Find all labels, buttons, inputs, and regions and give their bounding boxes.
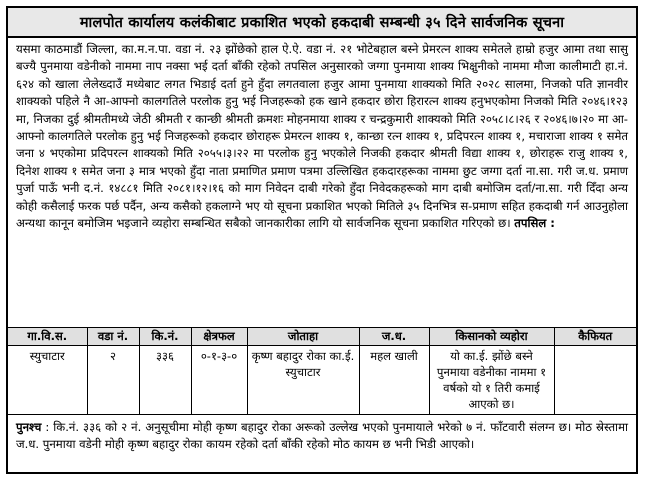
- header-kitta: कि.नं.: [139, 328, 191, 346]
- cell-remarks: [554, 346, 636, 415]
- footnote: [8, 415, 636, 453]
- cell-jotaha: कृष्ण बहादुर रोका का.ई. स्युचाटार: [247, 346, 359, 415]
- notice-body: [8, 38, 636, 327]
- notice-title: मालपोत कार्यालय कलंकीबाट प्रकाशित भएको हकदाबी सम्बन्धी ३५ दिने सार्वजनिक सूचना: [8, 8, 636, 38]
- tapsil-label: तपसिल :: [514, 216, 555, 231]
- cell-jadha: महल खाली: [359, 346, 429, 415]
- notice-body-text: यसमा काठमाडौं जिल्ला, का.म.न.पा. वडा नं. २३ झोंछेको हाल ऐ.ऐ. वडा नं. २१ भोटेबहाल बस्ने प्रेमरत्न शाक्य समेतले हाम्रो हजुर आमा तथा सासु बज्यै पुनमाया वडेनीको नाममा नाप नक्सा भई दर्ता बाँकी रहेको तपसिल अनुसारको जग्गा पुनमाया शाक्य भिक्षुनीको नाममा मौजा कालीमाटी हा.नं. ६२४ को खाला लेलेख्दाउँ मध्येबाट लगत भिडाई दर्ता हुने हुँदा लगतवाला हजुर आमा पुनमाया शाक्यको मिति २०२८ सालमा, निजको पति ज्ञानवीर शाक्यको पहिले नै आ-आफ्नो कालगतिले परलोक हुनु भई निजहरूको हक खाने हकदार छोरा हिरारत्न शाक्य हनुभएकोमा निजको मिति २०४६।१२३ मा, निजका दुई श्रीमतीमध्ये जेठी श्रीमती र कान्छी श्रीमती क्रमशः मोहनमाया शाक्य र चन्द्रकुमारी शाक्यको मिति २०५८।८।२६ र २०४६।७।२० मा आ-आफ्नो कालगतिले परलोक हुनु भई निजहरूको हकदार छोराहरू प्रेमरत्न शाक्य १, कान्छा रत्न शाक्य १, प्रदिपरत्न शाक्य १, मचाराजा शाक्य १ समेत जना ४ भएकोमा प्रदिपरत्न शाक्यको मिति २०५५।३।२२ मा परलोक हुनु भएकोले निजकी हकदार श्रीमती विद्या शाक्य १, छोराहरू राजु शाक्य १, दिनेश शाक्य १ समेत जना ३ मात्र भएको हुँदा नाता प्रमाणित प्रमाण पत्रमा उल्लिखित हकदारहरूका नाममा छुट जग्गा दर्ता ना.सा. गरी ज.ध. प्रमाण पुर्जा पाऊँ भनी द.नं. १४८८१ मिति २०८१।१२।१६ को माग निवेदन दाबी गरेको हुँदा निवेदकहरूको माग दाबी बमोजिम दर्ता/ना.सा. गरी दिँदा अन्य कोही कसैलाई फरक पर्छ पर्दैन, अन्य कसैको हकलाग्ने भए यो सूचना प्रकाशित भएको मितिले ३५ दिनभित्र स-प्रमाण सहित हकदाबी गर्न आउनुहोला अन्यथा कानून बमोजिम भइजाने व्यहोरा सम्बन्धित सबैको जानकारीका लागि यो सार्वजनिक सूचना प्रकाशित गरिएको छ।: [16, 42, 628, 231]
- header-gabisa: गा.वि.स.: [8, 328, 87, 346]
- header-remarks: कैफियत: [554, 328, 636, 346]
- cell-gabisa: स्युचाटार: [8, 346, 87, 415]
- table-row: [8, 346, 636, 415]
- footnote-text: : कि.नं. ३३६ को २ नं. अनुसूचीमा मोही कृष्ण बहादुर रोका अरूको उल्लेख भएको पुनमायाले भरेको ७ नं. फाँटवारी संलग्न छ। मोठ स्रेस्तामा ज.ध. पुनमाया वडेनी मोही कृष्ण बहादुर रोका कायम रहेको दर्ता बाँकी रहेको मोठ कायम छ भनी भिडी आएको।: [16, 420, 628, 451]
- land-details-table: [8, 327, 636, 415]
- cell-area: ०-१-३-०: [191, 346, 247, 415]
- table-header-row: [8, 328, 636, 346]
- header-jadha: ज.ध.: [359, 328, 429, 346]
- public-notice: [6, 6, 638, 474]
- header-kisan: किसानको व्यहोरा: [429, 328, 554, 346]
- header-ward: वडा नं.: [87, 328, 139, 346]
- cell-ward: २: [87, 346, 139, 415]
- header-jotaha: जोताहा: [247, 328, 359, 346]
- footnote-label: पुनश्च: [16, 420, 42, 434]
- header-area: क्षेत्रफल: [191, 328, 247, 346]
- cell-kitta: ३३६: [139, 346, 191, 415]
- cell-kisan: यो का.ई. झोंछे बस्ने पुनमाया वडेनीका नाममा १ वर्षको यो १ तिरी कमाई आएको छ।: [429, 346, 554, 415]
